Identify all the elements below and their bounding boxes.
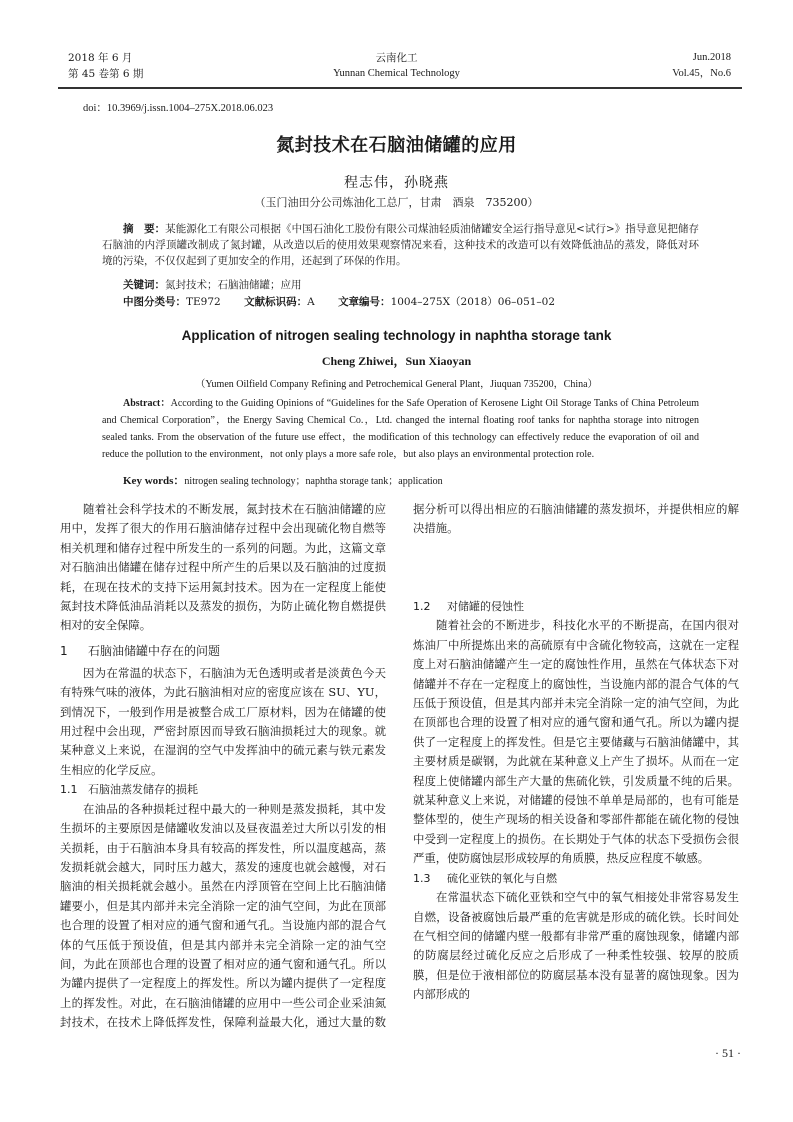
clc-label: 中图分类号：	[123, 296, 186, 308]
abstract-cn-text: 某能源化工有限公司根据《中国石油化工股份有限公司煤油轻质油储罐安全运行指导意见<试行>》指导意见把储存石脑油的内浮顶罐改制成了氮封罐，从改造以后的使用效果观察情况来看，这种技术的改造可以有效降低油品的蒸发，降低对环境的污染，不仅仅起到了更加安全的作用，还起到了环保的作用。	[102, 223, 700, 267]
paper-title-cn: 氮封技术在石脑油储罐的应用	[276, 135, 517, 156]
affiliation-cn: （玉门油田分公司炼油化工总厂，甘肃 酒泉 735200）	[254, 196, 539, 209]
keywords-cn-label: 关键词：	[123, 279, 165, 291]
article-no-value: 1004–275X（2018）06–051–02	[390, 296, 556, 308]
article-no-label: 文章编号：	[338, 296, 391, 308]
abstract-en	[102, 395, 699, 463]
abstract-en-text: According to the Guiding Opinions of “Guidelines for the Safe Operation of Kerosene Light Oil Storage Tanks of China Petroleum and Chemical Corporation”，the Energy Saving Chemical Co.，Ltd. changed the internal floating roof tanks for naphtha storage into nitrogen sealed tanks. From the observation of the future use effect，the modification of this technology can effectively reduce the evaporation of oil and reduce the pollution to the environment，not only plays a more safe role，but also plays an environmental protection role.	[102, 398, 699, 460]
classification-line	[123, 294, 555, 310]
journal-name-cn: 云南化工	[375, 52, 418, 64]
doc-code-label: 文献标识码：	[244, 296, 308, 308]
doi: doi：10.3969/j.issn.1004–275X.2018.06.023	[83, 103, 274, 114]
section-1-heading	[60, 641, 386, 661]
keywords-en-text: nitrogen sealing technology；naphtha storage tank；application	[184, 476, 443, 487]
doc-code-value: A	[307, 296, 315, 308]
section-1-3-title: 硫化亚铁的氧化与自燃	[447, 871, 557, 885]
authors-en: Cheng Zhiwei，Sun Xiaoyan	[321, 354, 472, 368]
journal-name-en: Yunnan Chemical Technology	[333, 68, 460, 79]
affiliation-en: （Yumen Oilfield Company Refining and Petrochemical General Plant，Jiuquan 735200，China）	[195, 379, 598, 390]
section-1-2-title: 对储罐的侵蚀性	[447, 600, 524, 613]
abstract-en-label: Abstract：	[123, 398, 171, 409]
section-1-1-heading	[60, 780, 386, 799]
header-date: 2018 年 6 月	[68, 52, 133, 64]
paper-title-en: Application of nitrogen sealing technology in naphtha storage tank	[181, 328, 612, 343]
header-volume-issue: 第 45 卷第 6 期	[68, 68, 144, 80]
section-1-1-paragraph-part2	[413, 500, 739, 597]
page-number: · 51 ·	[715, 1046, 741, 1060]
section-1-1-title: 石脑油蒸发储存的损耗	[88, 783, 198, 797]
section-1-2-paragraph: 随着社会的不断进步，科技化水平的不断提高，在国内很对炼油厂中所提炼出来的高硫原有中含硫化物较高，这就在一定程度上对石脑油储罐产生一定的腐蚀性作用，虽然在气体状态下对储罐并不存在一定程度上的腐蚀性，当设施内部的混合气体的气压低于预设值，但是其内部并未完全消除一定的油气空间，为此在顶部也合理的设置了相对应的通气窗和通气孔。所以为罐内提供了一定程度上的挥发性。但是它主要储藏与石脑油储罐中，其主要材质是碳钢，为此就在某种意义上产生了损坏。从而在一定程度上使储罐内部生产大量的焦硫化铁，引发质量不纯的后果。就某种意义上来说，对储罐的侵蚀不单单是局部的，也有可能是整体型的，使生产现场的相关设备和零部件都能在硫化物的侵蚀中受到一定程度上的损伤。在长期处于气体的状态下受损伤会很严重，使防腐蚀层形成较厚的角质膜，热反应程度不敏感。	[413, 618, 739, 866]
section-1-3-heading	[413, 869, 739, 888]
section-1-title: 石脑油储罐中存在的问题	[88, 643, 221, 658]
keywords-cn-text: 氮封技术；石脑油储罐；应用	[165, 279, 302, 291]
abstract-cn-label: 摘 要：	[123, 223, 166, 235]
section-1-paragraph: 因为在常温的状态下，石脑油为无色透明或者是淡黄色今天有特殊气味的液体，为此石脑油相对应的密度应该在 SU、YU，到情况下，一般到作用是被整合成工厂原材料，因为在储罐的使用过程中会出现，严密封原因而导致石脑油损耗过大的现象。就某种意义上来说，在湿润的空气中发挥油中的硫元素与铁元素发生相应的化学反应。	[60, 665, 386, 777]
header-rule	[58, 87, 742, 89]
body-column-left	[60, 500, 386, 1033]
body-column-right	[413, 500, 739, 1005]
section-1-1-number: 1.1	[60, 783, 78, 797]
section-1-1-paragraph-continued: 据分析可以得出相应的石脑油储罐的蒸发损坏，并提供相应的解决措施。	[413, 501, 739, 536]
keywords-cn	[123, 277, 302, 293]
authors-cn: 程志伟，孙晓燕	[344, 175, 449, 191]
section-1-2-heading	[413, 597, 739, 616]
section-1-3-number: 1.3	[413, 871, 431, 885]
section-1-number: 1	[60, 643, 68, 658]
section-1-1-paragraph-part1: 在油品的各种损耗过程中最大的一种则是蒸发损耗，其中发生损坏的主要原因是储罐收发油以及昼夜温差过大所以引发的相关损耗，由于石脑油本身具有较高的挥发性，所以温度越高，蒸发损耗就会越大，同时压力越大，蒸发的速度也就会越慢，对石脑油的相关损耗就会越小。虽然在内浮顶管在空间上比石脑油储罐要小，但是其内部并未完全消除一定的油气空间，为此在顶部也合理的设置了相对应的通气窗和通气孔。当设施内部的混合气体的气压低于预设值，但是其内部并未完全消除一定的油气空间，为此在顶部也合理的设置了相对应的通气窗和通气孔。所以为罐内提供了一定程度上的挥发性。所以为罐内提供了一定程度上的挥发性。对此，在石脑油储罐的应用中一些公司企业采油氮封技术，在技术上降低挥发性，保障利益最大化，通过大量的数	[60, 801, 386, 1030]
section-1-3-paragraph: 在常温状态下硫化亚铁和空气中的氧气相接处非常容易发生自燃，设备被腐蚀后最严重的危害就是形成的硫化铁。长时间处在气相空间的储罐内壁一般都有非常严重的腐蚀现象，储罐内部的防腐层经过硫化反应之后形成了一种柔性较强、较厚的胶质膜，但是位于液相部位的防腐层基本没有显著的腐蚀现象。因为内部形成的	[413, 890, 739, 1002]
section-1-2-number: 1.2	[413, 600, 431, 613]
header-date-en: Jun.2018	[692, 52, 731, 63]
abstract-cn	[102, 221, 699, 269]
keywords-en-label: Key words：	[123, 475, 185, 487]
clc-value: TE972	[186, 296, 221, 308]
journal-date-issue-en	[672, 50, 731, 82]
intro-paragraph: 随着社会科学技术的不断发展，氮封技术在石脑油储罐的应用中，发挥了很大的作用石脑油储存过程中会出现硫化物自燃等相关机理和储存过程中所发生的一系列的问题。为此，这篇文章对石脑油出储罐在储存过程中所产生的后果以及石脑油的过度损耗，在现在技术的支持下运用氮封技术。因为在一定程度上能使氮封技术降低油品消耗以及蒸发的损伤，为防止硫化物自燃提供相对的安全保障。	[60, 502, 386, 633]
header-volume-issue-en: Vol.45，No.6	[672, 68, 731, 79]
keywords-en	[123, 472, 443, 488]
